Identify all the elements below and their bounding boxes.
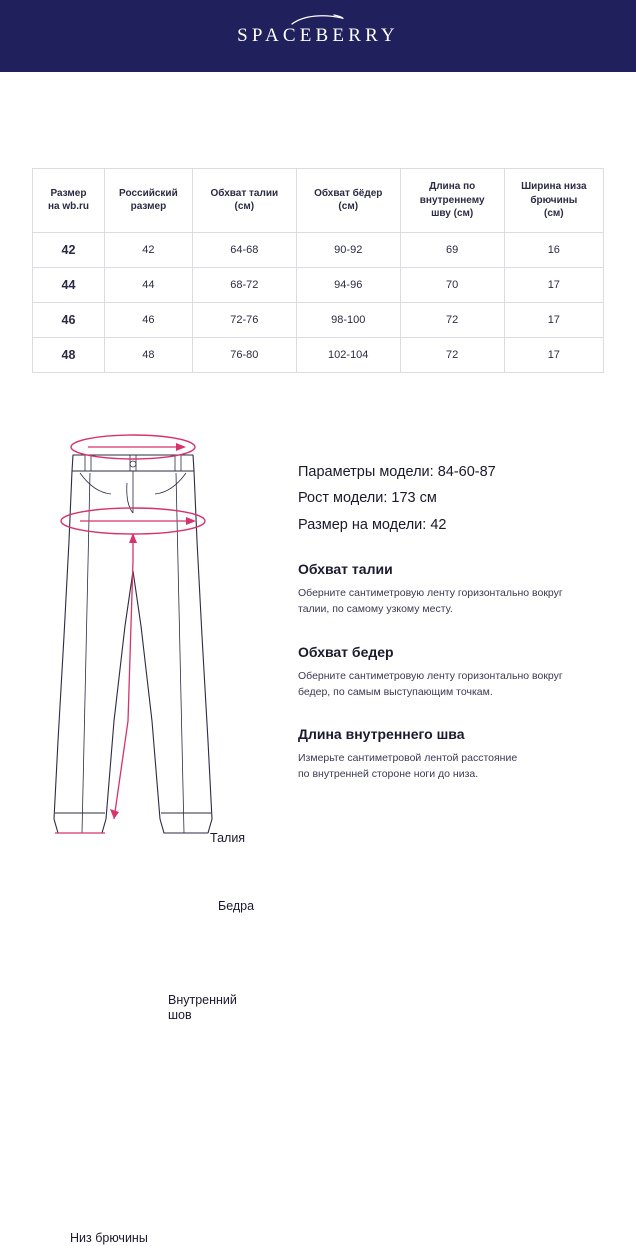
- table-cell-waist: 64-68: [192, 232, 296, 267]
- table-header-cell: [504, 169, 603, 233]
- model-height: Рост модели: 173 см: [298, 489, 618, 508]
- table-cell-inseam: 69: [400, 232, 504, 267]
- table-cell-waist: 76-80: [192, 337, 296, 372]
- table-cell-size-wb: 42: [33, 232, 105, 267]
- header-line: (см): [197, 200, 292, 214]
- header-line: Обхват бёдер: [301, 187, 396, 201]
- table-cell-hips: 102-104: [296, 337, 400, 372]
- instruction-hips: [298, 644, 618, 701]
- header-line: внутреннему: [405, 194, 500, 208]
- instruction-line2: бедер, по самым выступающим точкам.: [298, 686, 493, 698]
- table-row: [33, 267, 604, 302]
- label-inseam-line1: Внутренний: [168, 993, 237, 1007]
- swoosh-icon: [290, 13, 346, 32]
- label-hem: Низ брючины: [70, 1231, 148, 1246]
- page-header: [0, 0, 636, 72]
- table-header-cell: [33, 169, 105, 233]
- header-line: брючины: [509, 194, 599, 208]
- table-header-cell: [296, 169, 400, 233]
- table-cell-hips: 94-96: [296, 267, 400, 302]
- table-cell-inseam: 72: [400, 302, 504, 337]
- table-cell-size-ru: 46: [104, 302, 192, 337]
- table-header-cell: [192, 169, 296, 233]
- table-cell-inseam: 70: [400, 267, 504, 302]
- table-row: [33, 232, 604, 267]
- instruction-line1: Оберните сантиметровую ленту горизонтально вокруг: [298, 670, 563, 682]
- table-cell-inseam: 72: [400, 337, 504, 372]
- table-cell-hem-width: 16: [504, 232, 603, 267]
- instruction-line1: Измерьте сантиметровой лентой расстояние: [298, 752, 517, 764]
- instruction-body: [298, 585, 618, 618]
- label-hips: Бедра: [218, 899, 254, 915]
- table-header-cell: [104, 169, 192, 233]
- header-line: Ширина низа: [509, 180, 599, 194]
- table-cell-waist: 72-76: [192, 302, 296, 337]
- table-header-row: [33, 169, 604, 233]
- trousers-illustration: [28, 421, 300, 891]
- table-cell-size-ru: 48: [104, 337, 192, 372]
- instruction-waist: [298, 561, 618, 618]
- instruction-inseam: [298, 726, 618, 783]
- table-cell-size-ru: 42: [104, 232, 192, 267]
- table-cell-waist: 68-72: [192, 267, 296, 302]
- header-line: Российский: [109, 187, 188, 201]
- table-cell-hem-width: 17: [504, 302, 603, 337]
- measurement-guide-section: [0, 421, 636, 901]
- instruction-line2: по внутренней стороне ноги до низа.: [298, 768, 478, 780]
- table-cell-size-wb: 44: [33, 267, 105, 302]
- instruction-title: Обхват талии: [298, 561, 618, 577]
- model-params: Параметры модели: 84-60-87: [298, 463, 618, 482]
- label-inseam: [168, 993, 263, 1024]
- label-waist: Талия: [210, 831, 245, 847]
- table-header-cell: [400, 169, 504, 233]
- instruction-title: Обхват бедер: [298, 644, 618, 660]
- instruction-body: [298, 668, 618, 701]
- header-line: (см): [301, 200, 396, 214]
- table-cell-hem-width: 17: [504, 337, 603, 372]
- brand-logo: [237, 25, 399, 47]
- table-row: [33, 302, 604, 337]
- brand-name: SPACEBERRY: [237, 25, 399, 47]
- table-row: [33, 337, 604, 372]
- table-cell-size-ru: 44: [104, 267, 192, 302]
- header-line: на wb.ru: [37, 200, 100, 214]
- table-cell-hips: 90-92: [296, 232, 400, 267]
- header-line: Обхват талии: [197, 187, 292, 201]
- header-line: шву (см): [405, 207, 500, 221]
- table-cell-hem-width: 17: [504, 267, 603, 302]
- guide-text-column: [298, 463, 618, 783]
- table-cell-size-wb: 46: [33, 302, 105, 337]
- size-table: [32, 168, 604, 373]
- trousers-diagram: [28, 421, 300, 891]
- instruction-body: [298, 750, 618, 783]
- header-line: (см): [509, 207, 599, 221]
- label-inseam-line2: шов: [168, 1008, 192, 1022]
- model-size: Размер на модели: 42: [298, 516, 618, 535]
- header-line: Размер: [37, 187, 100, 201]
- header-line: размер: [109, 200, 188, 214]
- size-table-wrapper: [32, 168, 604, 373]
- table-cell-hips: 98-100: [296, 302, 400, 337]
- instruction-line2: талии, по самому узкому месту.: [298, 603, 453, 615]
- instruction-line1: Оберните сантиметровую ленту горизонтально вокруг: [298, 587, 563, 599]
- instruction-title: Длина внутреннего шва: [298, 726, 618, 742]
- header-line: Длина по: [405, 180, 500, 194]
- table-cell-size-wb: 48: [33, 337, 105, 372]
